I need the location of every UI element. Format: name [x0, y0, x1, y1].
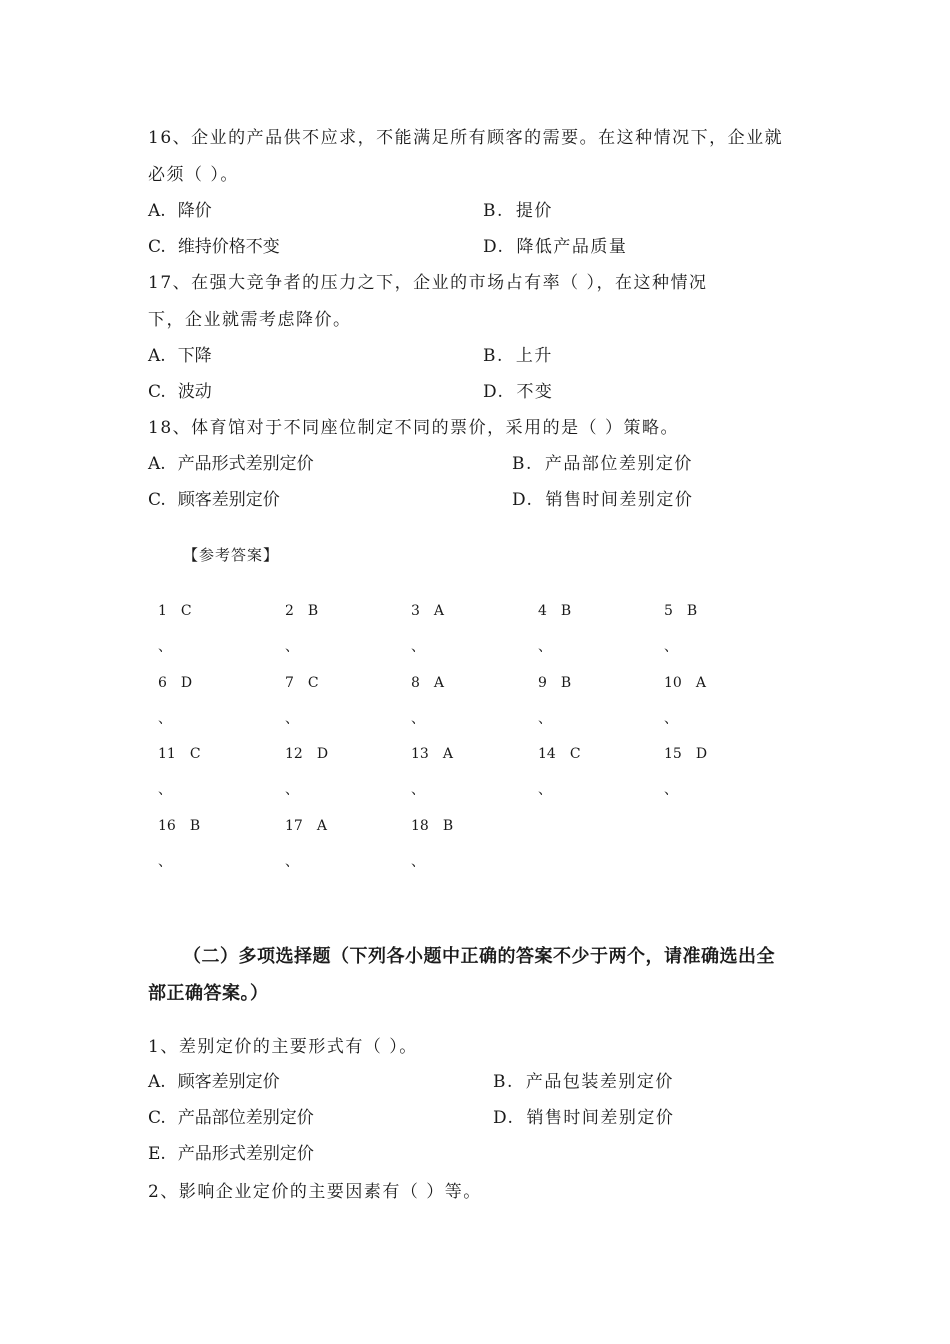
- answer-number: 6: [158, 675, 167, 691]
- answer-letter: C: [307, 675, 319, 691]
- answer-separator: 、: [285, 711, 299, 727]
- answer-letter: B: [686, 603, 698, 619]
- answer-separator: 、: [664, 639, 678, 655]
- answer-item: [538, 602, 572, 655]
- question-17-line-2: 下，企业就需考虑降价。: [148, 310, 352, 330]
- answers-title: 【参考答案】: [183, 546, 280, 564]
- question-18-line-1: 18、体育馆对于不同座位制定不同的票价，采用的是（ ）策略。: [148, 418, 680, 438]
- answer-item: [158, 674, 193, 727]
- answer-letter: A: [442, 746, 453, 762]
- answer-number: 4: [538, 603, 547, 619]
- answer-item: [285, 602, 319, 655]
- option-18-a: A. 产品形式差别定价: [148, 454, 314, 474]
- question-16-line-2: 必须（ ）。: [148, 165, 239, 185]
- answer-number: 1: [158, 603, 167, 619]
- multi-option-1-c: C. 产品部位差别定价: [148, 1108, 314, 1128]
- answer-letter: B: [560, 675, 572, 691]
- answer-letter: A: [695, 675, 706, 691]
- multi-question-1: 1、差别定价的主要形式有（ ）。: [148, 1037, 418, 1057]
- answer-separator: 、: [285, 854, 299, 870]
- option-16-c: C. 维持价格不变: [148, 237, 280, 257]
- answer-separator: 、: [285, 782, 299, 798]
- answer-letter: A: [433, 603, 445, 619]
- answer-separator: 、: [538, 711, 552, 727]
- answer-number: 9: [538, 675, 547, 691]
- answer-item: [285, 745, 329, 798]
- answer-separator: 、: [158, 854, 172, 870]
- answer-item: [664, 745, 708, 798]
- multi-question-2: 2、影响企业定价的主要因素有（ ）等。: [148, 1182, 482, 1202]
- option-16-b: B. 提价: [483, 201, 553, 221]
- answer-letter: B: [307, 603, 319, 619]
- answer-separator: 、: [664, 711, 678, 727]
- option-18-b: B. 产品部位差别定价: [512, 454, 693, 474]
- option-17-d: D. 不变: [483, 382, 554, 402]
- answer-letter: D: [180, 675, 193, 691]
- answer-item: [411, 674, 445, 727]
- answer-item: [411, 745, 453, 798]
- answer-letter: D: [695, 746, 708, 762]
- answer-number: 5: [664, 603, 673, 619]
- answer-number: 13: [411, 746, 429, 762]
- answer-number: 14: [538, 746, 556, 762]
- option-17-c: C. 波动: [148, 382, 212, 402]
- answer-separator: 、: [664, 782, 678, 798]
- answer-separator: 、: [158, 711, 172, 727]
- section-2-heading-line-2: 部正确答案。）: [148, 983, 269, 1004]
- answer-item: [285, 817, 327, 870]
- option-16-a: A. 降价: [148, 201, 212, 221]
- option-18-d: D. 销售时间差别定价: [512, 490, 694, 510]
- multi-option-1-d: D. 销售时间差别定价: [493, 1108, 675, 1128]
- question-16-line-1: 16、企业的产品供不应求，不能满足所有顾客的需要。在这种情况下，企业就: [148, 128, 784, 148]
- answer-number: 11: [158, 746, 176, 762]
- question-17-line-1: 17、在强大竞争者的压力之下，企业的市场占有率（ ），在这种情况: [148, 273, 708, 293]
- answer-letter: C: [180, 603, 192, 619]
- answer-number: 7: [285, 675, 294, 691]
- answer-number: 10: [664, 675, 682, 691]
- answer-letter: B: [442, 818, 454, 834]
- answer-separator: 、: [538, 782, 552, 798]
- section-2-heading-line-1: （二）多项选择题（下列各小题中正确的答案不少于两个，请准确选出全: [183, 946, 775, 967]
- answer-item: [158, 602, 192, 655]
- answer-number: 16: [158, 818, 176, 834]
- option-18-c: C. 顾客差别定价: [148, 490, 280, 510]
- answer-separator: 、: [158, 639, 172, 655]
- multi-option-1-a: A. 顾客差别定价: [148, 1072, 280, 1092]
- answer-item: [285, 674, 319, 727]
- answer-letter: D: [316, 746, 329, 762]
- option-17-b: B. 上升: [483, 346, 553, 366]
- answer-letter: C: [569, 746, 581, 762]
- answer-separator: 、: [411, 782, 425, 798]
- multi-option-1-e: E. 产品形式差别定价: [148, 1144, 314, 1164]
- answer-letter: B: [560, 603, 572, 619]
- answer-number: 17: [285, 818, 303, 834]
- answer-item: [158, 817, 201, 870]
- answer-separator: 、: [538, 639, 552, 655]
- answer-item: [664, 602, 698, 655]
- answer-item: [158, 745, 201, 798]
- answer-number: 15: [664, 746, 682, 762]
- answer-separator: 、: [285, 639, 299, 655]
- answer-separator: 、: [411, 711, 425, 727]
- answer-item: [538, 745, 581, 798]
- answer-item: [538, 674, 572, 727]
- answer-separator: 、: [411, 639, 425, 655]
- answer-letter: B: [189, 818, 201, 834]
- answer-number: 2: [285, 603, 294, 619]
- answer-separator: 、: [411, 854, 425, 870]
- answer-letter: A: [433, 675, 445, 691]
- answer-letter: A: [316, 818, 327, 834]
- answer-letter: C: [189, 746, 201, 762]
- answer-item: [411, 602, 445, 655]
- multi-option-1-b: B. 产品包装差别定价: [493, 1072, 674, 1092]
- option-16-d: D. 降低产品质量: [483, 237, 628, 257]
- answer-item: [411, 817, 454, 870]
- answer-separator: 、: [158, 782, 172, 798]
- answer-number: 18: [411, 818, 429, 834]
- option-17-a: A. 下降: [148, 346, 212, 366]
- answer-number: 12: [285, 746, 303, 762]
- answer-item: [664, 674, 706, 727]
- answer-number: 3: [411, 603, 420, 619]
- answer-number: 8: [411, 675, 420, 691]
